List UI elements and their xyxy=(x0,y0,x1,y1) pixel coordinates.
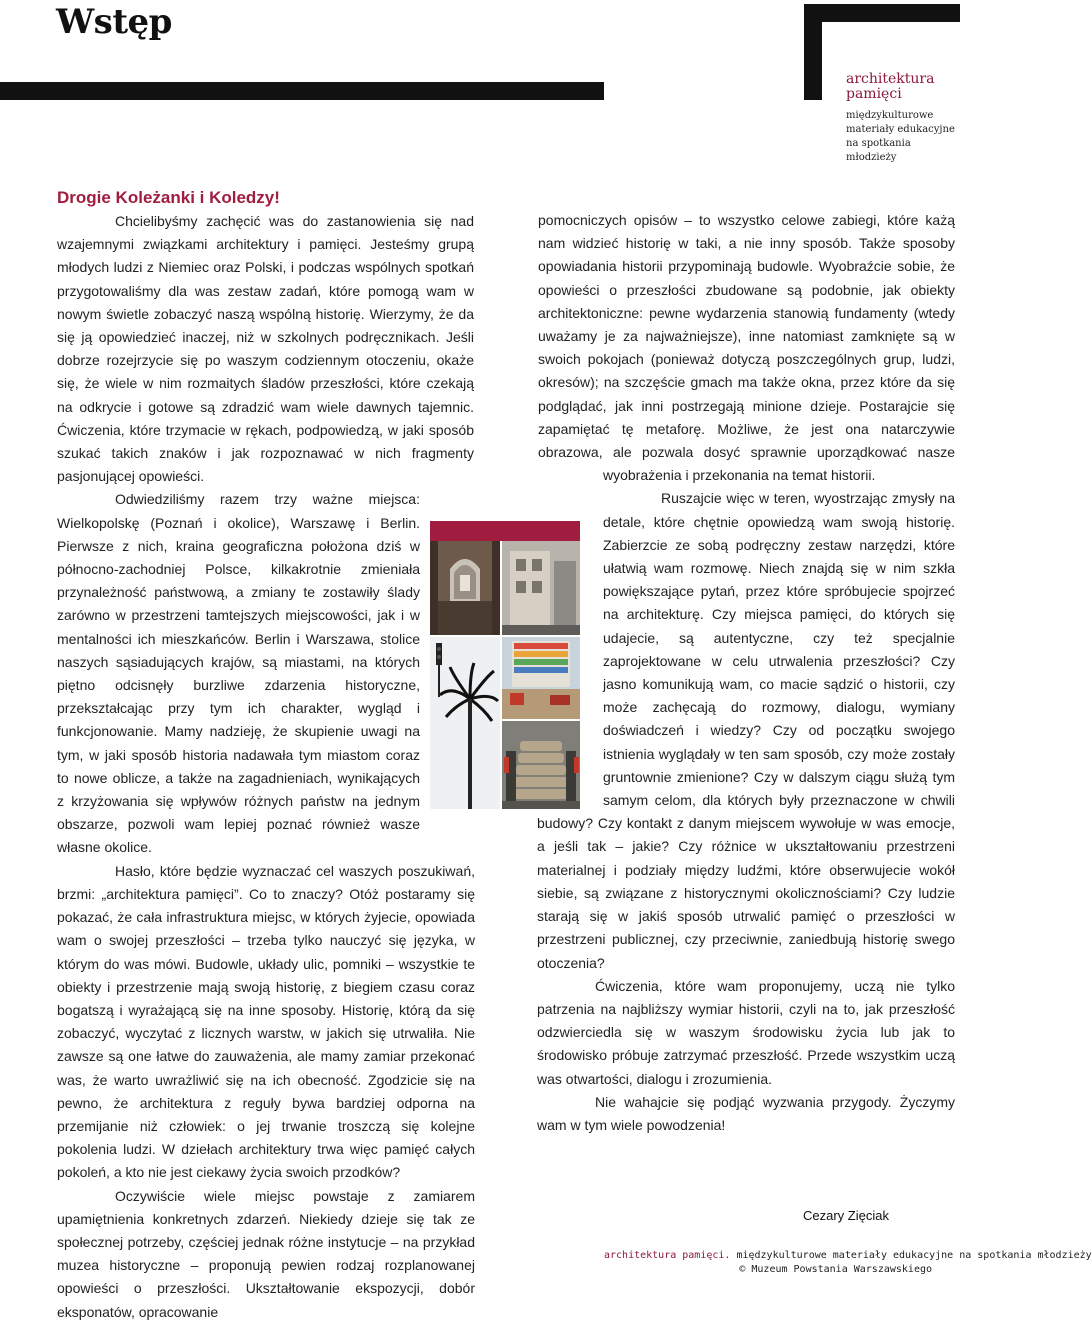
paragraph: Oczywiście wiele miejsc powstaje z zamiarem upamiętnienia konkretnych zdarzeń. Niekiedy dzieje się tak ze społecznej potrzeby, częściej jednak różne instytucje – na przykład muzea historyczne – proponują pewien rodzaj rozplanowanej opowieści o przeszłości. Ukształtowanie ekspozycji, dobór eksponatów, opracowanie xyxy=(57,1187,475,1320)
author-signature: Cezary Zięciak xyxy=(803,1208,889,1223)
left-column xyxy=(57,186,475,1324)
paragraph: Chcielibyśmy zachęcić was do zastanowienia się nad wzajemnymi związkami architektury i pamięci. Jesteśmy grupą młodych ludzi z Niemiec oraz Polski, i podczas wspólnych spotkań przygotowaliśmy dla was zestaw zadań, które pomogą wam w nowym świetle zobaczyć naszą wspólną historię. Wierzymy, że da się ją opowiedzieć inaczej, niż w szkolnych podręcznikach. Jeśli dobrze rozejrzycie się po waszym codziennym otoczeniu, okaże się, że wiele w nim rozmaitych śladów przeszłości, które czekają na odkrycie i gotowe są zdradzić wam wiele dawnych tajemnic. Ćwiczenia, które trzymacie w rękach, podpowiedzą, w jaki sposób szukać takich znaków i jak rozpoznawać w nich fragmenty pasjonującej opowieści. xyxy=(57,213,474,485)
header-bar xyxy=(0,82,604,100)
brand-name: architektura pamięci xyxy=(846,71,935,102)
right-column xyxy=(537,209,955,1137)
footer-brand: architektura pamięci. xyxy=(604,1250,731,1261)
paragraph: Hasło, które będzie wyznaczać cel waszych poszukiwań, brzmi: „architektura pamięci”. Co to znaczy? Otóż postaramy się pokazać, że cała infrastruktura miejsc, w których żyjecie, opowiada wam o swojej przeszłości – trzeba tylko nauczyć się języka, w którym do was mówi. Budowle, układy ulic, pomniki – wszystkie te obiekty i przestrzenie mają swoją historię, z biegiem czasu coraz bogatszą i wyrażającą się na inne sposoby. Historię, którą da się zobaczyć, wyczytać z licznych warstw, w jakich się utrwaliła. Nie zawsze są one łatwe do zauważenia, ale mamy zamiar przekonać was, że warto uwrażliwić się na ich obecność. Zgodzicie się na pewno, że architektura z reguły bywa bardziej odporna na przemijanie niż człowiek: o jej trwanie troszczą się kolejne pokolenia ludzi. W dziełach architektury trwa więc pamięć całych pokoleń, a kto nie jest ciekawy życia swoich przodków? xyxy=(57,862,475,1181)
footer-publication xyxy=(604,1250,1092,1261)
paragraph: Odwiedziliśmy razem trzy ważne miejsca: Wielkopolskę (Poznań i okolice), Warszawę i Berlin. Pierwsze z nich, kraina geograficzna położona dziś w północno-zachodniej Polsce, kilkakrotnie zmieniała przynależność państwową, a zmiany te zostawiły ślady zarówno w przestrzeni tamtejszych miejscowości, jak i w mentalności ich mieszkańców. Berlin i Warszawa, stolice naszych sąsiadujących krajów, są miastami, na których piętno odcisnęły burzliwe zdarzenia historyczne, przekształcając przy tym ich charakter, wygląd i funkcjonowanie. Mamy nadzieję, że skupienie uwagi na tym, w jaki sposób historia nadawała tym miastom coraz to nowe oblicze, a także na zagadnieniach, wynikających z krzyżowania się wpływów różnych państw na jednym obszarze, pozwoli wam lepiej poznać również wasze własne okolice. xyxy=(57,491,420,856)
page-title: Wstęp xyxy=(56,2,172,42)
church-interior-photo xyxy=(430,541,500,635)
paragraph: Ruszajcie więc w teren, wyostrzając zmysły na detale, które chętnie opowiedzą wam swoją historię. Zabierzcie ze sobą podręczny zestaw narzędzi, które ułatwią wam rozmowę. Niech znajdą się w nim szkła powiększające pytań, przez które spróbujecie spojrzeć na architekturę. Czy miejsca pamięci, do których się udajecie, są autentyczne, czy też specjalnie zaprojektowane w celu utrwalenia przeszłości? Czy jasno komunikują wam, co macie sądzić o historii, czy może zachęcają do rozmowy, dialogu, wymiany doświadczeń i wiedzy? Czy od początku swojego istnienia wyglądały w ten sam sposób, czy może zostały gruntownie zmienione? Czy w dalszym ciągu służą tym samym celom, dla których były przeznaczone w chwili budowy? Czy kontakt z danym miejscem wywołuje w was emocje, a jeśli tak – jakie? Czy różnice w ukształtowaniu przestrzeni materialnej i podziały między ludźmi, które obserwujecie wokół siebie, są związane z historycznymi okolicznościami? Czy ludzie starają się w jakiś sposób utrwalić pamięć o przeszłości w przestrzeni publicznej, czy przeciwnie, zaniedbują historię swego otoczenia? xyxy=(537,490,955,971)
brand-bracket-top xyxy=(804,4,960,22)
palm-sculpture-photo xyxy=(430,637,500,809)
brand-logo xyxy=(846,72,958,165)
footer-museum: © Muzeum Powstania Warszawskiego xyxy=(739,1264,932,1275)
footer-description: międzykulturowe materiały edukacyjne na spotkania młodzieży xyxy=(730,1250,1092,1261)
paragraph: Ćwiczenia, które wam proponujemy, uczą nie tylko patrzenia na najbliższy wymiar historii, czyli na to, jak przeszłość odzwierciedla się w waszym środowisku życia lub jak to środowisko próbuje zatrzymać przeszłość. Przede wszystkim uczą was otwartości, dialogu i zrozumienia. xyxy=(537,977,955,1087)
paragraph: pomocniczych opisów – to wszystko celowe zabiegi, które każą nam widzieć historię w taki, a nie inny sposób. Także sposoby opowiadania historii przypominają budowle. Wyobraźcie sobie, że opowieści o przeszłości zbudowane są podobnie, jak obiekty architektoniczne: pewne wydarzenia stanowią fundamenty (wtedy uważamy je za najważniejsze), inne natomiast zamknięte są w swoich pokojach (ponieważ dotyczą poszczególnych grup, ludzi, okresów); na szczęście gmach ma także okna, przez które da się podglądać, jak inni postrzegają minione dzieje. Postarajcie się zapamiętać tę metaforę. Możliwe, że jest ona natarczywie obrazowa, ale pozwala dosyć sprawnie uporządkować nasze wyobrażenia i przekonania na temat historii. xyxy=(538,212,955,484)
greeting-heading: Drogie Koleżanki i Koledzy! xyxy=(57,188,280,207)
brand-subtitle: międzykulturowe materiały edukacyjne na spotkania młodzieży xyxy=(846,110,955,163)
paragraph: Nie wahajcie się podjąć wyzwania przygody. Życzymy wam w tym wiele powodzenia! xyxy=(537,1093,955,1133)
brand-bracket-left xyxy=(804,4,822,100)
